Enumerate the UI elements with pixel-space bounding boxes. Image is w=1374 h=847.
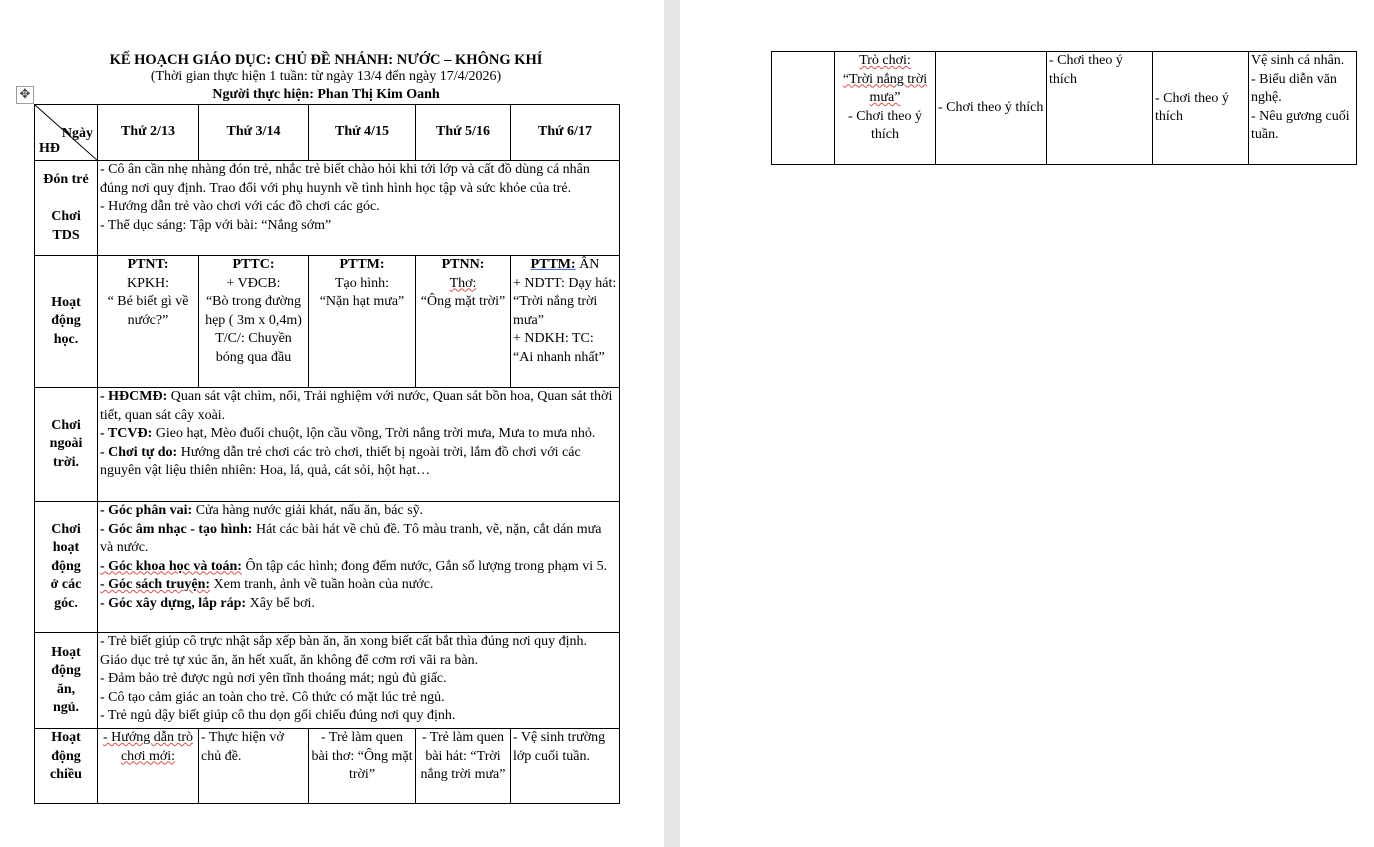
hoc-cell-wed	[309, 256, 416, 388]
cell-line: Trò chơi:	[859, 53, 911, 68]
row-don-tre	[35, 161, 620, 256]
row-label-goc	[35, 502, 98, 633]
content-line	[100, 502, 617, 521]
row-label-don-tre	[35, 161, 98, 256]
page-gap	[664, 0, 680, 847]
cell-line: “Trời nắng trời mưa”	[842, 71, 928, 105]
chieu-cell-mon	[98, 729, 199, 804]
an-ngu-content	[98, 633, 620, 729]
row-label-line: Hoạt	[51, 644, 81, 660]
item-label: - Góc xây dựng, lắp ráp:	[100, 595, 247, 611]
cell-line: - Biểu diễn văn nghệ.	[1251, 71, 1337, 105]
cell-text: - Chơi theo ý thích	[938, 99, 1044, 115]
content-line: - Trẻ biết giúp cô trực nhật sắp xếp bàn ăn, ăn xong biết cất bắt thìa đúng nơi quy định. Giáo dục trẻ tự xúc ăn, ăn hết xuất, ăn không để cơm rơi vãi ra bàn.	[100, 634, 588, 668]
goc-content	[98, 502, 620, 633]
cell-line: Thơ:	[449, 275, 477, 291]
cell-line: “ Bé biết gì về nước?”	[107, 294, 189, 328]
item-text: Xem tranh, ảnh về tuần hoàn của nước.	[210, 577, 434, 592]
content-line: - Cô tạo cảm giác an toàn cho trẻ. Cô thức có mặt lúc trẻ ngủ.	[100, 689, 445, 705]
cell-line: KPKH:	[126, 275, 169, 291]
continuation-row	[772, 52, 1357, 165]
content-line	[100, 521, 617, 558]
content-line	[100, 558, 617, 577]
item-label: - Góc khoa học và toán:	[100, 558, 242, 574]
item-label: - Chơi tự do:	[100, 444, 178, 460]
cont-cell-mon	[835, 52, 936, 165]
chieu-cell-wed	[309, 729, 416, 804]
subject-title: PTTM:	[530, 257, 576, 272]
document-subtitle: (Thời gian thực hiện 1 tuần: từ ngày 13/4 đến ngày 17/4/2026)	[150, 69, 502, 84]
hoc-cell-thu	[416, 256, 511, 388]
subject-title: PTTC:	[232, 257, 275, 272]
hoc-cell-mon	[98, 256, 199, 388]
row-label-line: trời.	[52, 454, 80, 470]
row-label-line: ăn,	[56, 681, 76, 697]
row-label-line: TDS	[52, 227, 80, 243]
continuation-table	[771, 51, 1357, 165]
row-label-line: Hoạt	[51, 730, 81, 745]
cont-cell-fri	[1249, 52, 1357, 165]
day-header-fri: Thứ 6/17	[511, 105, 620, 161]
item-label: - TCVĐ:	[100, 426, 153, 441]
content-line: - Hướng dẫn trẻ vào chơi với các đồ chơi các góc.	[100, 199, 380, 214]
ngoai-troi-content	[98, 388, 620, 502]
cell-text: - Trẻ làm quen bài thơ: “Ông mặt trời”	[311, 730, 413, 782]
row-label-line: chiều	[50, 767, 82, 782]
row-label-line: Chơi	[51, 209, 81, 224]
item-text: Hướng dẫn trẻ chơi các trò chơi, thiết bị ngoài trời, lắm đồ chơi với các nguyên vật liệu thiên nhiên: Hoa, lá, quả, cát sỏi, hột hạt…	[100, 444, 581, 478]
item-label: - Góc sách truyện:	[100, 577, 211, 592]
cell-line: “Bò trong đường hẹp ( 3m x 0,4m)	[205, 294, 302, 328]
row-label-line: động	[51, 558, 81, 574]
cont-cell-thu	[1153, 52, 1249, 165]
content-line: - Cô ân cần nhẹ nhàng đón trẻ, nhắc trẻ biết chào hỏi khi tới lớp và cất đồ dùng cá nhân đúng nơi quy định. Trao đổi với phụ huynh về tình hình học tập và sức khỏe của trẻ.	[100, 162, 590, 196]
item-label: - Góc phân vai:	[100, 503, 193, 518]
cell-line: - Chơi theo ý thích	[848, 108, 922, 142]
row-label-line: học.	[53, 331, 79, 347]
content-line	[100, 444, 617, 481]
row-label-chieu	[35, 729, 98, 804]
chieu-cell-fri	[511, 729, 620, 804]
corner-label-activity: HĐ	[39, 140, 60, 156]
item-label: - Góc âm nhạc - tạo hình:	[100, 521, 253, 537]
cell-text: - Vệ sinh trường lớp cuối tuần.	[513, 730, 606, 764]
corner-label-day: Ngày	[61, 126, 93, 141]
corner-cell	[35, 105, 98, 161]
cell-line: “Ông mặt trời”	[420, 294, 506, 309]
content-line	[100, 576, 617, 595]
item-text: Xây bể bơi.	[246, 595, 315, 611]
chieu-cell-tue	[199, 729, 309, 804]
subject-title-rest: ÂN	[575, 257, 600, 272]
subject-title: PTTM:	[339, 257, 385, 272]
cell-line: “Nặn hạt mưa”	[319, 294, 405, 309]
row-an-ngu	[35, 633, 620, 729]
row-label-line: hoạt	[52, 540, 80, 556]
subject-title: PTNN:	[441, 257, 485, 272]
day-header-tue: Thứ 3/14	[199, 105, 309, 161]
table-move-handle-icon[interactable]: ✥	[16, 86, 34, 104]
item-text: Hát các bài hát về chủ đề. Tô màu tranh, vẽ, nặn, cắt dán mưa và nước.	[100, 521, 602, 555]
cell-line: - Nêu gương cuối tuần.	[1251, 108, 1350, 142]
don-tre-content	[98, 161, 620, 256]
row-hoat-dong-hoc	[35, 256, 620, 388]
day-header-thu: Thứ 5/16	[416, 105, 511, 161]
row-label-ngoai-troi	[35, 388, 98, 502]
cell-line: Tạo hình:	[334, 275, 390, 291]
day-header-mon: Thứ 2/13	[98, 105, 199, 161]
row-label-line: động	[51, 663, 81, 678]
content-line: - Trẻ ngủ dậy biết giúp cô thu dọn gối chiếu đúng nơi quy định.	[100, 708, 456, 723]
row-label-line: động	[51, 313, 81, 329]
cont-label-cell	[772, 52, 835, 165]
row-ngoai-troi	[35, 388, 620, 502]
subject-title: PTNT:	[127, 257, 169, 272]
item-text: Ôn tập các hình; đong đếm nước, Gắn số lượng trong phạm vi 5.	[241, 558, 608, 574]
row-label-line: Chơi	[51, 417, 81, 433]
cell-line: + NDTT: Dạy hát: “Trời nắng trời mưa”	[513, 275, 617, 328]
row-label-line: Chơi	[51, 521, 81, 537]
document-title: KẾ HOẠCH GIÁO DỤC: CHỦ ĐỀ NHÁNH: NƯỚC – KHÔNG KHÍ	[109, 52, 543, 68]
row-label-line: động	[51, 748, 81, 764]
cell-line: + VĐCB:	[226, 275, 281, 291]
content-line: - Thể dục sáng: Tập với bài: “Nắng sớm”	[100, 217, 332, 233]
cell-line: Vệ sinh cá nhân.	[1251, 53, 1345, 68]
cell-text: - Hướng dẫn trò chơi mới:	[102, 730, 194, 764]
row-label-line: ở các	[50, 577, 82, 593]
content-line	[100, 388, 617, 425]
table-header-row	[35, 105, 620, 161]
item-text: Gieo hạt, Mèo đuổi chuột, lộn cầu vồng, Trời nắng trời mưa, Mưa to mưa nhỏ.	[152, 426, 596, 441]
hoc-cell-tue	[199, 256, 309, 388]
lesson-plan-table	[34, 104, 620, 804]
item-label: - HĐCMĐ:	[100, 389, 168, 404]
day-header-wed: Thứ 4/15	[309, 105, 416, 161]
row-label-an-ngu	[35, 633, 98, 729]
document-author: Người thực hiện: Phan Thị Kim Oanh	[212, 87, 440, 102]
cell-text: - Chơi theo ý thích	[1155, 90, 1229, 124]
row-chieu	[35, 729, 620, 804]
row-label-line: Đón trẻ	[43, 172, 89, 187]
row-label-hoat-dong-hoc	[35, 256, 98, 388]
row-label-line: Hoạt	[51, 294, 81, 310]
cell-text: - Thực hiện vở chủ đề.	[201, 730, 284, 764]
hoc-cell-fri	[511, 256, 620, 388]
cell-text: - Trẻ làm quen bài hát: “Trời nắng trời mưa”	[420, 730, 506, 782]
row-label-line: góc.	[54, 595, 78, 611]
item-text: Quan sát vật chìm, nổi, Trải nghiệm với nước, Quan sát bồn hoa, Quan sát thời tiết, quan sát cây xoài.	[100, 389, 613, 423]
cell-text: - Chơi theo ý thích	[1049, 53, 1123, 87]
content-line	[100, 425, 617, 444]
cont-cell-tue	[936, 52, 1047, 165]
cell-line: T/C/: Chuyền bóng qua đầu	[215, 331, 292, 365]
content-line: - Đảm bảo trẻ được ngủ nơi yên tĩnh thoáng mát; ngủ đủ giấc.	[100, 671, 447, 686]
row-label-line: ngủ.	[52, 700, 80, 715]
chieu-cell-thu	[416, 729, 511, 804]
cell-line: + NDKH: TC: “Ai nhanh nhất”	[513, 331, 605, 365]
item-text: Cửa hàng nước giải khát, nấu ăn, bác sỹ.	[192, 503, 424, 518]
row-label-line: ngoài	[49, 436, 83, 452]
content-line	[100, 595, 617, 614]
row-goc	[35, 502, 620, 633]
cont-cell-wed	[1047, 52, 1153, 165]
